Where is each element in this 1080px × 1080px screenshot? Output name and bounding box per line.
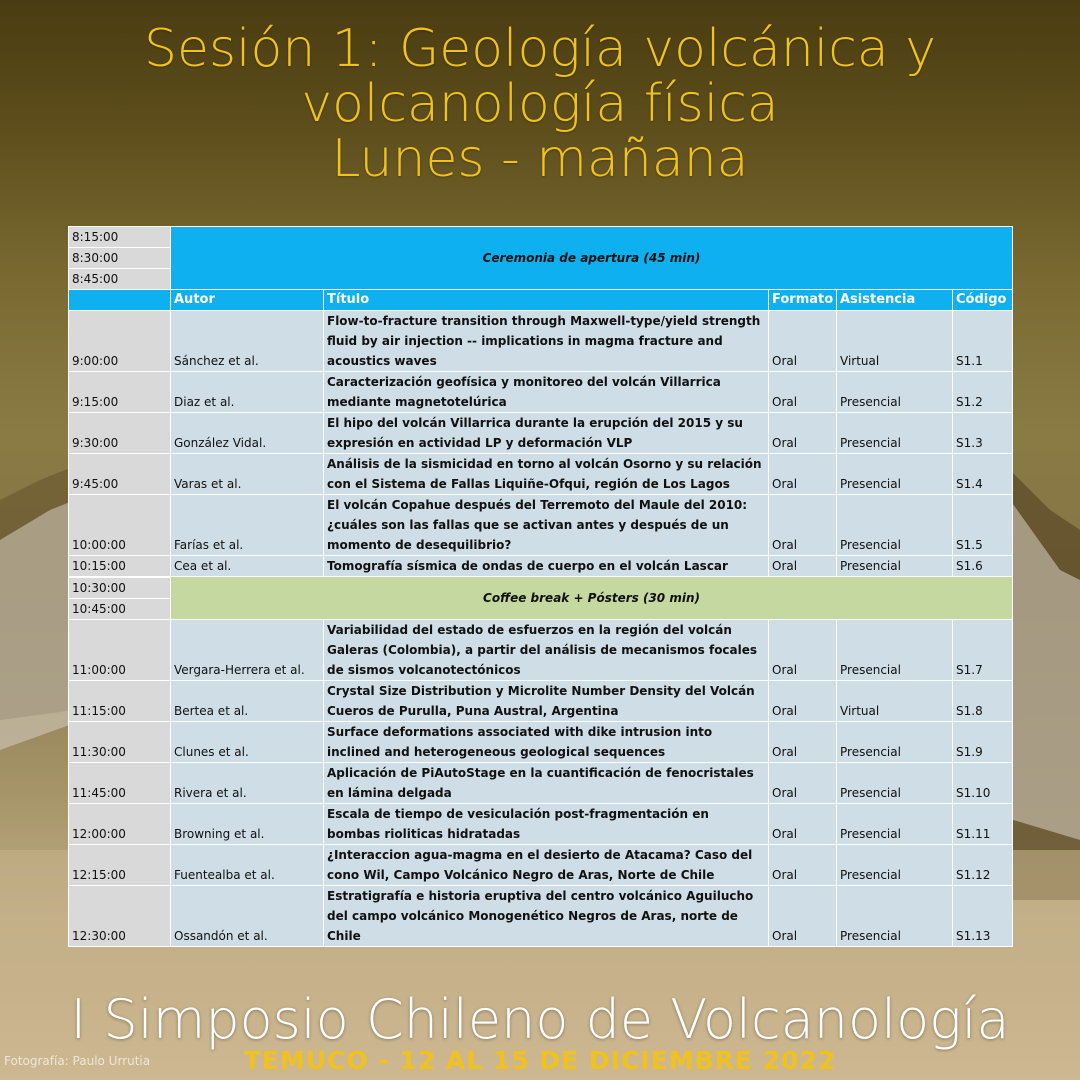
attendance-cell: Presencial — [837, 886, 953, 947]
code-cell: S1.4 — [953, 454, 1013, 495]
format-cell: Oral — [769, 454, 837, 495]
author-cell: Sánchez et al. — [171, 311, 324, 372]
time-cell: 10:15:00 — [69, 556, 171, 577]
time-cell: 11:15:00 — [69, 681, 171, 722]
title-cell: Aplicación de PiAutoStage en la cuantificación de fenocristales en lámina delgada — [324, 763, 769, 804]
format-cell: Oral — [769, 620, 837, 681]
title-cell: El hipo del volcán Villarrica durante la erupción del 2015 y su expresión en actividad LP y deformación VLP — [324, 413, 769, 454]
code-cell: S1.11 — [953, 804, 1013, 845]
format-cell: Oral — [769, 886, 837, 947]
author-cell: González Vidal. — [171, 413, 324, 454]
format-cell: Oral — [769, 804, 837, 845]
time-cell: 10:45:00 — [69, 599, 171, 620]
time-cell: 8:15:00 — [69, 227, 171, 248]
time-cell: 8:45:00 — [69, 269, 171, 290]
time-cell: 9:15:00 — [69, 372, 171, 413]
session-title-line-2: volcanología física — [301, 74, 779, 134]
author-cell: Farías et al. — [171, 495, 324, 556]
table-header-row — [69, 290, 1013, 311]
header-attendance: Asistencia — [837, 290, 953, 311]
table-row — [69, 804, 1013, 845]
code-cell: S1.13 — [953, 886, 1013, 947]
time-cell: 11:30:00 — [69, 722, 171, 763]
format-cell: Oral — [769, 763, 837, 804]
attendance-cell: Virtual — [837, 311, 953, 372]
format-cell: Oral — [769, 495, 837, 556]
author-cell: Vergara-Herrera et al. — [171, 620, 324, 681]
attendance-cell: Presencial — [837, 763, 953, 804]
symposium-location-dates: TEMUCO - 12 AL 15 DE DICIEMBRE 2022 — [243, 1046, 837, 1075]
attendance-cell: Virtual — [837, 681, 953, 722]
format-cell: Oral — [769, 413, 837, 454]
code-cell: S1.1 — [953, 311, 1013, 372]
schedule-table — [68, 226, 1013, 947]
table-row — [69, 620, 1013, 681]
author-cell: Bertea et al. — [171, 681, 324, 722]
time-cell: 11:00:00 — [69, 620, 171, 681]
title-cell: El volcán Copahue después del Terremoto del Maule del 2010: ¿cuáles son las fallas que se activan antes y después de un momento de desequilibrio? — [324, 495, 769, 556]
header-author: Autor — [171, 290, 324, 311]
title-cell: Crystal Size Distribution y Microlite Number Density del Volcán Cueros de Purulla, Puna Austral, Argentina — [324, 681, 769, 722]
format-cell: Oral — [769, 372, 837, 413]
format-cell: Oral — [769, 845, 837, 886]
session-title — [0, 19, 1080, 189]
attendance-cell: Presencial — [837, 495, 953, 556]
table-row — [69, 886, 1013, 947]
attendance-cell: Presencial — [837, 556, 953, 577]
time-cell: 12:00:00 — [69, 804, 171, 845]
format-cell: Oral — [769, 311, 837, 372]
time-cell: 10:00:00 — [69, 495, 171, 556]
format-cell: Oral — [769, 556, 837, 577]
format-cell: Oral — [769, 722, 837, 763]
time-cell: 12:15:00 — [69, 845, 171, 886]
title-cell: Tomografía sísmica de ondas de cuerpo en el volcán Lascar — [324, 556, 769, 577]
time-cell: 9:45:00 — [69, 454, 171, 495]
table-row — [69, 722, 1013, 763]
attendance-cell: Presencial — [837, 620, 953, 681]
coffee-row — [69, 577, 1013, 578]
table-row — [69, 556, 1013, 577]
title-cell: Variabilidad del estado de esfuerzos en la región del volcán Galeras (Colombia), a partir del análisis de mecanismos focales de sismos volcanotectónicos — [324, 620, 769, 681]
header-format: Formato — [769, 290, 837, 311]
attendance-cell: Presencial — [837, 454, 953, 495]
code-cell: S1.3 — [953, 413, 1013, 454]
symposium-title: I Simposio Chileno de Volcanología — [70, 988, 1010, 1051]
session-title-line-3: Lunes - mañana — [331, 129, 749, 189]
code-cell: S1.12 — [953, 845, 1013, 886]
attendance-cell: Presencial — [837, 804, 953, 845]
photo-credit: Fotografía: Paulo Urrutia — [4, 1054, 151, 1068]
time-cell: 11:45:00 — [69, 763, 171, 804]
author-cell: Cea et al. — [171, 556, 324, 577]
title-cell: Flow-to-fracture transition through Maxwell-type/yield strength fluid by air injection -- implications in magma fracture and acoustics waves — [324, 311, 769, 372]
code-cell: S1.6 — [953, 556, 1013, 577]
table-row — [69, 495, 1013, 556]
time-cell: 8:30:00 — [69, 248, 171, 269]
author-cell: Diaz et al. — [171, 372, 324, 413]
attendance-cell: Presencial — [837, 845, 953, 886]
title-cell: Escala de tiempo de vesiculación post-fragmentación en bombas rioliticas hidratadas — [324, 804, 769, 845]
attendance-cell: Presencial — [837, 413, 953, 454]
ceremony-label: Ceremonia de apertura (45 min) — [171, 227, 1013, 290]
table-row — [69, 763, 1013, 804]
author-cell: Ossandón et al. — [171, 886, 324, 947]
attendance-cell: Presencial — [837, 722, 953, 763]
table-row — [69, 845, 1013, 886]
author-cell: Clunes et al. — [171, 722, 324, 763]
title-cell: Estratigrafía e historia eruptiva del centro volcánico Aguilucho del campo volcánico Monogenético Negros de Aras, norte de Chile — [324, 886, 769, 947]
code-cell: S1.8 — [953, 681, 1013, 722]
author-cell: Fuentealba et al. — [171, 845, 324, 886]
time-cell: 12:30:00 — [69, 886, 171, 947]
code-cell: S1.9 — [953, 722, 1013, 763]
table-row — [69, 311, 1013, 372]
header-title: Título — [324, 290, 769, 311]
time-cell: 9:30:00 — [69, 413, 171, 454]
title-cell: Surface deformations associated with dike intrusion into inclined and heterogeneous geological sequences — [324, 722, 769, 763]
header-code: Código — [953, 290, 1013, 311]
table-row — [69, 413, 1013, 454]
title-cell: Caracterización geofísica y monitoreo del volcán Villarrica mediante magnetotelúrica — [324, 372, 769, 413]
author-cell: Browning et al. — [171, 804, 324, 845]
author-cell: Varas et al. — [171, 454, 324, 495]
title-cell: Análisis de la sismicidad en torno al volcán Osorno y su relación con el Sistema de Fallas Liquiñe-Ofqui, región de Los Lagos — [324, 454, 769, 495]
time-cell: 10:30:00 — [69, 578, 171, 599]
format-cell: Oral — [769, 681, 837, 722]
session-title-line-1: Sesión 1: Geología volcánica y — [143, 19, 937, 79]
code-cell: S1.10 — [953, 763, 1013, 804]
schedule-table-container — [68, 226, 1012, 947]
ceremony-row — [69, 227, 1013, 248]
attendance-cell: Presencial — [837, 372, 953, 413]
code-cell: S1.5 — [953, 495, 1013, 556]
header-time — [69, 290, 171, 311]
code-cell: S1.2 — [953, 372, 1013, 413]
author-cell: Rivera et al. — [171, 763, 324, 804]
code-cell: S1.7 — [953, 620, 1013, 681]
table-row — [69, 372, 1013, 413]
time-cell: 9:00:00 — [69, 311, 171, 372]
table-row — [69, 454, 1013, 495]
table-row — [69, 681, 1013, 722]
coffee-break-label: Coffee break + Pósters (30 min) — [171, 577, 1013, 620]
title-cell: ¿Interaccion agua-magma en el desierto de Atacama? Caso del cono Wil, Campo Volcánico Negro de Aras, Norte de Chile — [324, 845, 769, 886]
